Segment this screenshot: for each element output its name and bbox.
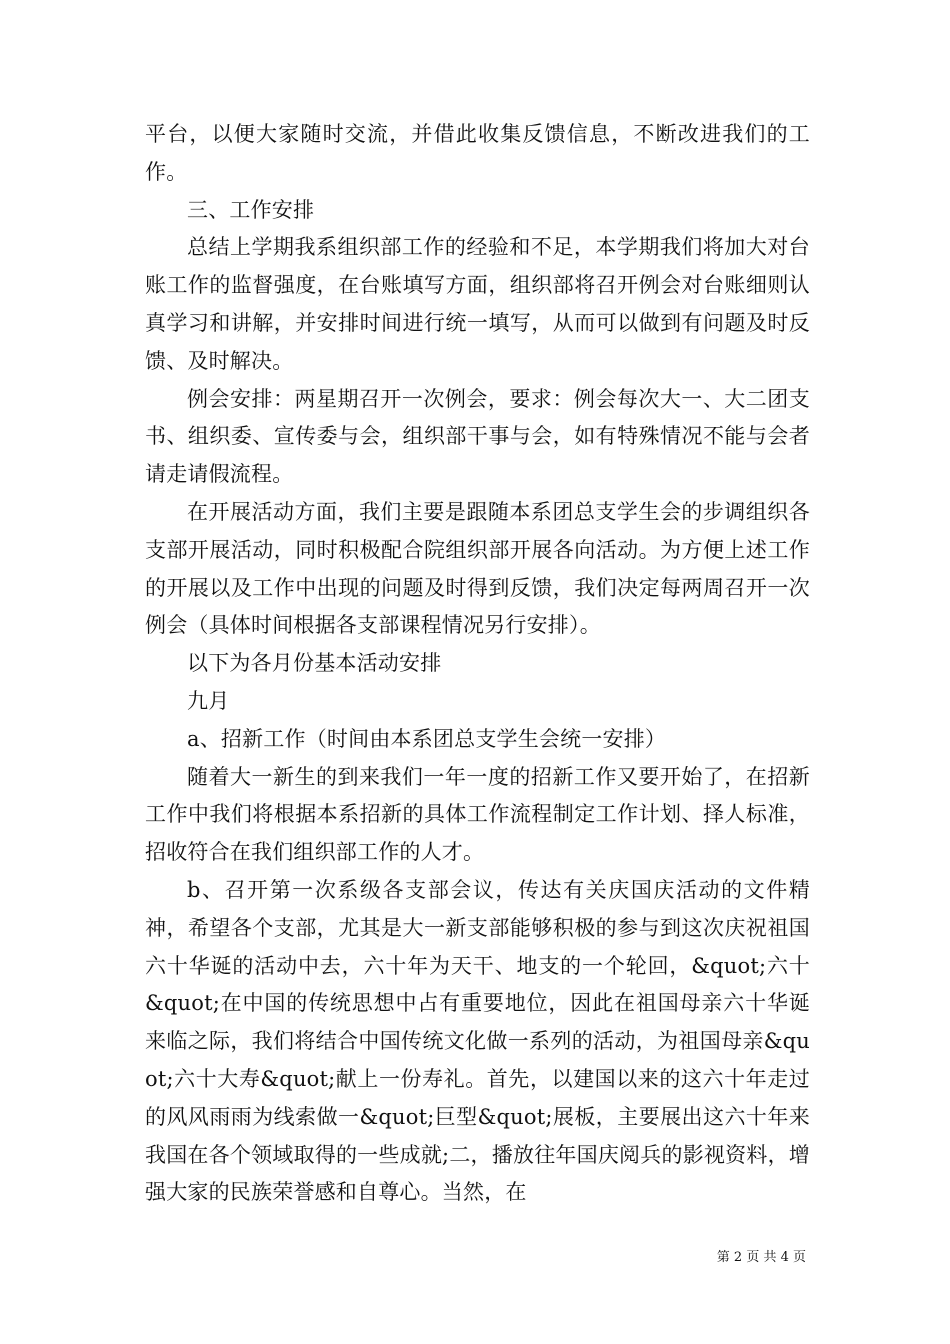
- paragraph-monthly-intro: 以下为各月份基本活动安排: [187, 651, 442, 676]
- document-body: [145, 116, 810, 1212]
- paragraph-ledger-work: 总结上学期我系组织部工作的经验和不足，本学期我们将加大对台账工作的监督强度，在台账填写方面，组织部将召开例会对台账细则认真学习和讲解，并安排时间进行统一填写，从而可以做到有问题及时反馈、及时解决。: [145, 235, 810, 373]
- paragraph-continuation: 平台，以便大家随时交流，并借此收集反馈信息，不断改进我们的工作。: [145, 122, 810, 184]
- item-b-national-day: b、召开第一次系级各支部会议，传达有关庆国庆活动的文件精神，希望各个支部，尤其是大一新支部能够积极的参与到这次庆祝祖国六十华诞的活动中去，六十年为天干、地支的一个轮回，&quot;六十&quot;在中国的传统思想中占有重要地位，因此在祖国母亲六十华诞来临之际，我们将结合中国传统文化做一系列的活动，为祖国母亲&quot;六十大寿&quot;献上一份寿礼。首先，以建国以来的这六十年走过的风风雨雨为线索做一&quot;巨型&quot;展板，主要展出这六十年来我国在各个领域取得的一些成就;二，播放往年国庆阅兵的影视资料，增强大家的民族荣誉感和自尊心。当然，在: [145, 877, 810, 1205]
- paragraph-meeting-arrangement: 例会安排：两星期召开一次例会，要求：例会每次大一、大二团支书、组织委、宣传委与会，组织部干事与会，如有特殊情况不能与会者请走请假流程。: [145, 386, 810, 487]
- month-heading-september: 九月: [187, 688, 230, 713]
- item-a-recruitment: a、招新工作（时间由本系团总支学生会统一安排）: [187, 726, 667, 751]
- section-heading-work-arrangement: 三、工作安排: [187, 197, 315, 222]
- page-number-footer: 第 2 页 共 4 页: [716, 1250, 806, 1265]
- paragraph-recruitment-detail: 随着大一新生的到来我们一年一度的招新工作又要开始了，在招新工作中我们将根据本系招新的具体工作流程制定工作计划、择人标准，招收符合在我们组织部工作的人才。: [145, 764, 810, 865]
- paragraph-activities: 在开展活动方面，我们主要是跟随本系团总支学生会的步调组织各支部开展活动，同时积极配合院组织部开展各向活动。为方便上述工作的开展以及工作中出现的问题及时得到反馈，我们决定每两周召开一次例会（具体时间根据各支部课程情况另行安排）。: [145, 499, 810, 638]
